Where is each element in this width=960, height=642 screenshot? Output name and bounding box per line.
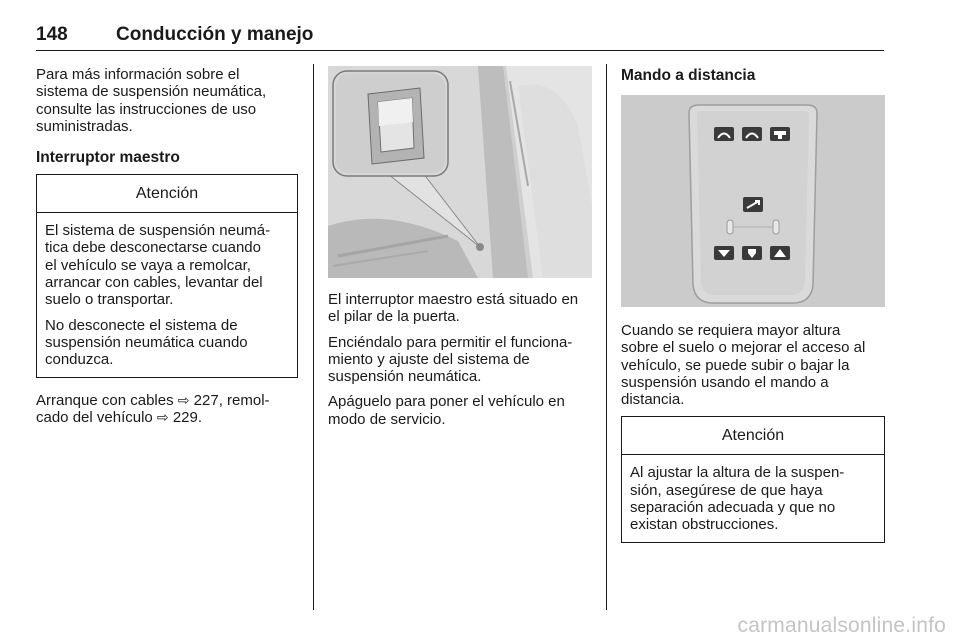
page-ref-arrow-icon[interactable]: ⇨ xyxy=(177,391,190,408)
column-divider-1 xyxy=(313,64,314,610)
switch-off-paragraph: Apáguelo para poner el vehículo en modo de servicio. xyxy=(328,393,565,428)
caution-paragraph: No desconecte el sistema de suspensión neumática cuando conduzca. xyxy=(45,316,248,369)
caution-box xyxy=(36,174,298,377)
caution-paragraph: Al ajustar la altura de la suspen- sión, asegúrese de que haya separación adecuada y que no existan obstrucciones. xyxy=(630,464,845,534)
watermark: carmanualsonline.info xyxy=(737,614,946,637)
section-heading-master-switch: Interruptor maestro xyxy=(36,149,180,167)
column-middle xyxy=(328,66,592,428)
cross-reference: Arranque con cables ⇨ 227, remol- cado del vehículo ⇨ 229. xyxy=(36,391,270,426)
section-heading-remote: Mando a distancia xyxy=(621,67,756,84)
master-switch-photo xyxy=(328,66,592,278)
intro-paragraph: Para más información sobre el sistema de suspensión neumática, consulte las instrucciones de uso suministradas. xyxy=(36,66,267,135)
caution-paragraph: El sistema de suspensión neumá- tica debe desconectarse cuando el vehículo se vaya a remolcar, arrancar con cables, levantar del suelo o transportar. xyxy=(45,222,271,309)
location-paragraph: El interruptor maestro está situado en el pilar de la puerta. xyxy=(328,291,579,326)
column-left xyxy=(36,66,298,426)
caution-body xyxy=(37,213,297,376)
column-right xyxy=(621,66,885,543)
page-number: 148 xyxy=(36,24,68,45)
remote-paragraph: Cuando se requiera mayor altura sobre el suelo o mejorar el acceso al vehículo, se puede subir o bajar la suspensión usando el mando a distancia. xyxy=(621,322,866,409)
caution-title: Atención xyxy=(622,417,884,455)
chapter-title: Conducción y manejo xyxy=(116,24,314,45)
page-ref-arrow-icon[interactable]: ⇨ xyxy=(156,408,169,425)
caution-body xyxy=(622,455,884,541)
column-divider-2 xyxy=(606,64,607,610)
caution-box xyxy=(621,416,885,542)
page-header xyxy=(36,24,884,51)
switch-on-paragraph: Enciéndalo para permitir el funciona- miento y ajuste del sistema de suspensión neumática. xyxy=(328,333,573,386)
caution-title: Atención xyxy=(37,175,297,213)
remote-control-illustration xyxy=(621,95,885,307)
